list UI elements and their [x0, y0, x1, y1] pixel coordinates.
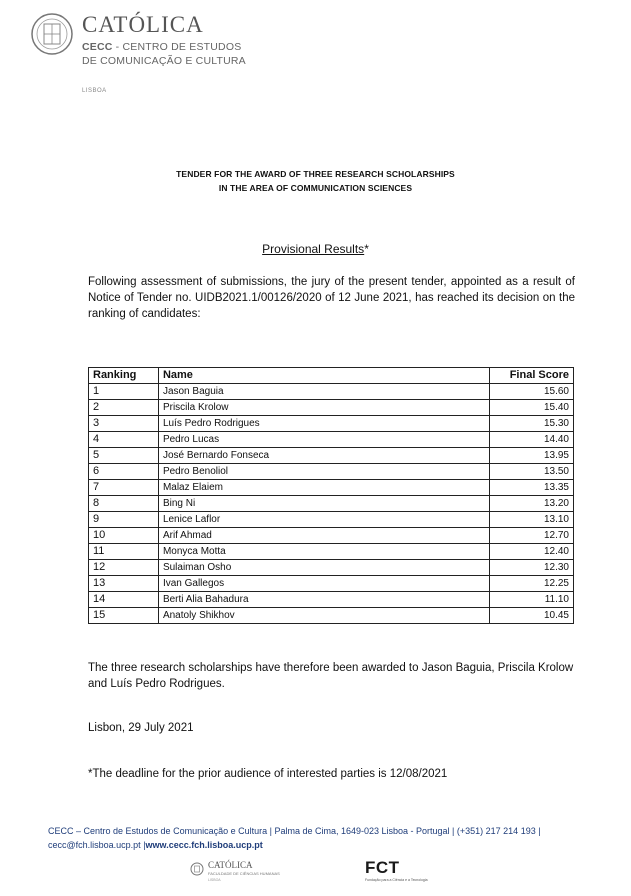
column-header-name: Name — [158, 368, 489, 384]
name-cell: Lenice Laflor — [158, 512, 489, 528]
score-cell: 12.25 — [490, 576, 574, 592]
footer-contact: cecc@fch.lisboa.ucp.pt |www.cecc.fch.lisboa.ucp.pt — [48, 840, 263, 850]
ranking-cell: 10 — [89, 528, 159, 544]
table-row — [89, 400, 574, 416]
score-cell: 12.70 — [490, 528, 574, 544]
footer-logo-catolica: CATÓLICA FACULDADE DE CIÊNCIAS HUMANAS LISBOA — [190, 858, 320, 886]
table-row — [89, 528, 574, 544]
footer-address: CECC – Centro de Estudos de Comunicação e Cultura | Palma de Cima, 1649-023 Lisboa - Portugal | (+351) 217 214 193 | — [48, 826, 541, 836]
name-cell: José Bernardo Fonseca — [158, 448, 489, 464]
footer-email[interactable]: cecc@fch.lisboa.ucp.pt — [48, 840, 141, 850]
score-cell: 12.40 — [490, 544, 574, 560]
score-cell: 10.45 — [490, 608, 574, 624]
name-cell: Pedro Lucas — [158, 432, 489, 448]
tender-title — [0, 167, 631, 195]
deadline-note: *The deadline for the prior audience of interested parties is 12/08/2021 — [88, 768, 448, 780]
name-cell: Pedro Benoliol — [158, 464, 489, 480]
header-logo — [30, 12, 246, 97]
name-cell: Bing Ni — [158, 496, 489, 512]
score-cell: 13.95 — [490, 448, 574, 464]
score-cell: 13.50 — [490, 464, 574, 480]
name-cell: Ivan Gallegos — [158, 576, 489, 592]
ranking-cell: 1 — [89, 384, 159, 400]
ranking-cell: 8 — [89, 496, 159, 512]
ranking-cell: 2 — [89, 400, 159, 416]
score-cell: 15.30 — [490, 416, 574, 432]
name-cell: Arif Ahmad — [158, 528, 489, 544]
tender-title-line2: IN THE AREA OF COMMUNICATION SCIENCES — [218, 183, 413, 193]
ranking-cell: 13 — [89, 576, 159, 592]
table-row — [89, 592, 574, 608]
footer-website[interactable]: www.cecc.fch.lisboa.ucp.pt — [145, 840, 263, 850]
name-cell: Berti Alia Bahadura — [158, 592, 489, 608]
results-table — [88, 367, 574, 624]
score-cell: 11.10 — [490, 592, 574, 608]
score-cell: 13.10 — [490, 512, 574, 528]
name-cell: Luís Pedro Rodrigues — [158, 416, 489, 432]
catolica-seal-icon — [190, 862, 204, 876]
table-header-row — [89, 368, 574, 384]
ranking-cell: 15 — [89, 608, 159, 624]
ranking-cell: 12 — [89, 560, 159, 576]
name-cell: Monyca Motta — [158, 544, 489, 560]
document-date: Lisbon, 29 July 2021 — [88, 722, 194, 734]
intro-paragraph: Following assessment of submissions, the jury of the present tender, appointed as a result of Notice of Tender no. UIDB2021.1/00126/2020 of 12 June 2021, has reached its decision on the ranking of candidates: — [88, 276, 575, 320]
ranking-cell: 11 — [89, 544, 159, 560]
brand-city: LISBOA — [82, 88, 107, 94]
table-row — [89, 384, 574, 400]
provisional-results-heading: Provisional Results* — [262, 242, 369, 256]
ranking-cell: 4 — [89, 432, 159, 448]
footer-logo-fct: FCT Fundação para a Ciência e a Tecnologia — [365, 858, 428, 882]
table-row — [89, 480, 574, 496]
name-cell: Jason Baguia — [158, 384, 489, 400]
score-cell: 14.40 — [490, 432, 574, 448]
score-cell: 15.40 — [490, 400, 574, 416]
ranking-cell: 14 — [89, 592, 159, 608]
brand-name: CATÓLICA — [82, 12, 204, 37]
score-cell: 13.20 — [490, 496, 574, 512]
column-header-ranking: Ranking — [89, 368, 159, 384]
table-row — [89, 560, 574, 576]
tender-title-line1: TENDER FOR THE AWARD OF THREE RESEARCH SCHOLARSHIPS — [176, 169, 455, 179]
table-row — [89, 432, 574, 448]
ranking-cell: 7 — [89, 480, 159, 496]
score-cell: 15.60 — [490, 384, 574, 400]
column-header-final-score: Final Score — [490, 368, 574, 384]
ranking-cell: 5 — [89, 448, 159, 464]
table-row — [89, 448, 574, 464]
score-cell: 13.35 — [490, 480, 574, 496]
ranking-cell: 6 — [89, 464, 159, 480]
ranking-cell: 3 — [89, 416, 159, 432]
outcome-paragraph: The three research scholarships have therefore been awarded to Jason Baguia, Priscila Krolow and Luís Pedro Rodrigues. — [88, 662, 574, 690]
table-row — [89, 608, 574, 624]
name-cell: Priscila Krolow — [158, 400, 489, 416]
table-row — [89, 576, 574, 592]
name-cell: Anatoly Shikhov — [158, 608, 489, 624]
university-seal-icon — [30, 12, 74, 56]
table-row — [89, 512, 574, 528]
score-cell: 12.30 — [490, 560, 574, 576]
table-row — [89, 496, 574, 512]
ranking-cell: 9 — [89, 512, 159, 528]
table-row — [89, 544, 574, 560]
name-cell: Sulaiman Osho — [158, 560, 489, 576]
name-cell: Malaz Elaiem — [158, 480, 489, 496]
brand-subtitle: CECC - CENTRO DE ESTUDOS DE COMUNICAÇÃO E CULTURA — [82, 41, 246, 67]
table-row — [89, 464, 574, 480]
table-row — [89, 416, 574, 432]
